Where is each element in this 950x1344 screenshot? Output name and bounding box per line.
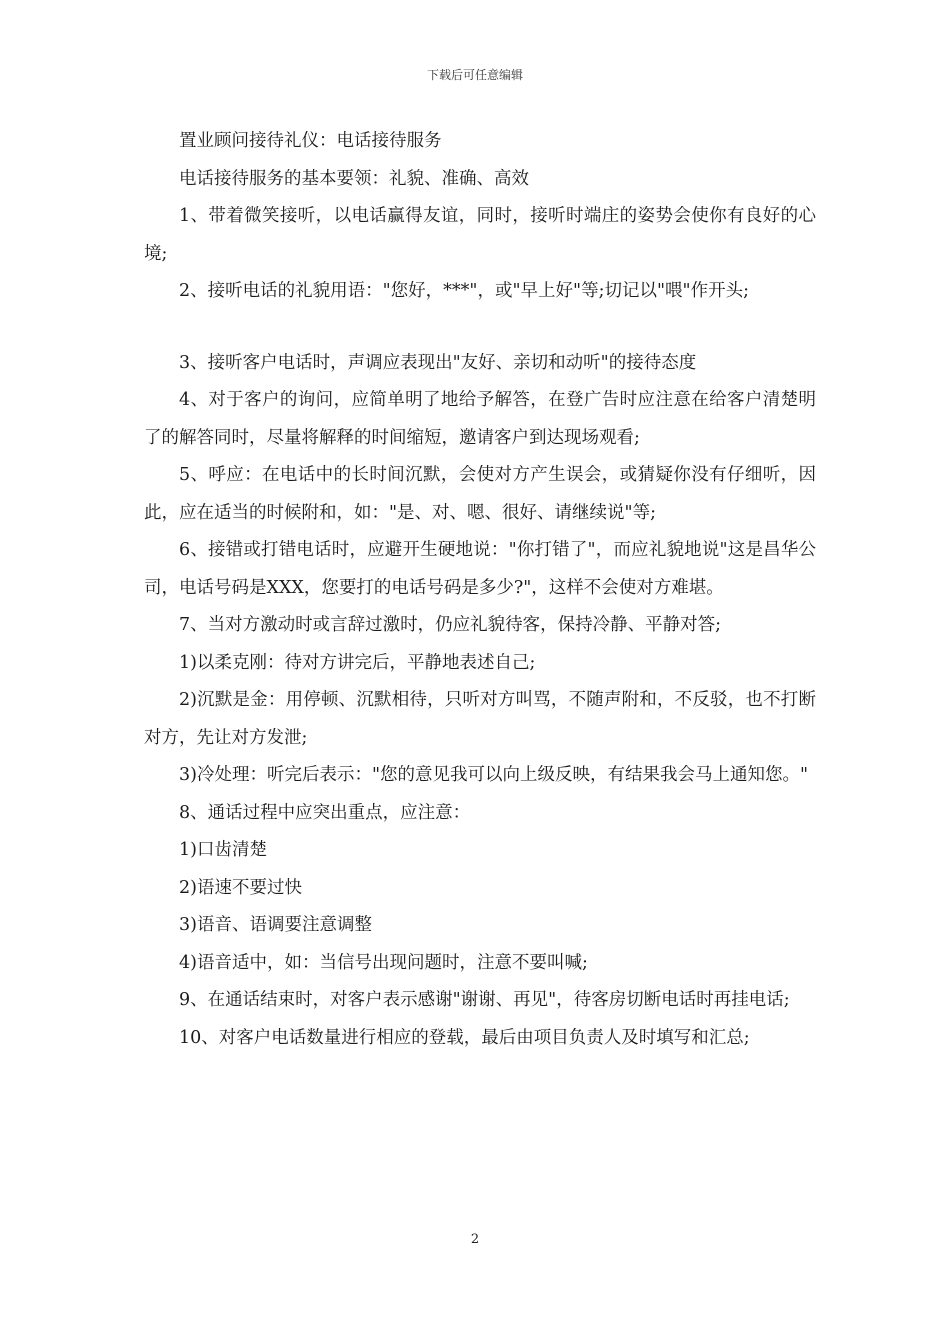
list-item: 3)语音、语调要注意调整 xyxy=(179,915,372,935)
paragraph: 7、当对方激动时或言辞过激时，仍应礼貌待客，保持冷静、平静对答; xyxy=(179,615,722,635)
paragraph: 10、对客户电话数量进行相应的登载，最后由项目负责人及时填写和汇总; xyxy=(179,1027,750,1048)
paragraph: 4、对于客户的询问，应简单明了地给予解答，在登广告时应注意在给客户清楚明了的解答同时，尽量将解释的时间缩短，邀请客户到达现场观看; xyxy=(144,390,816,448)
document-title: 置业顾问接待礼仪：电话接待服务 xyxy=(179,131,442,151)
paragraph: 2、接听电话的礼貌用语："您好，***"，或"早上好"等;切记以"喂"作开头; xyxy=(179,281,749,301)
paragraph: 3、接听客户电话时，声调应表现出"友好、亲切和动听"的接待态度 xyxy=(179,352,697,373)
list-item: 1)以柔克刚：待对方讲完后，平静地表述自己; xyxy=(179,652,536,673)
spacer xyxy=(144,311,816,345)
list-item: 2)语速不要过快 xyxy=(179,877,302,898)
page-number: 2 xyxy=(470,1232,480,1247)
list-item: 3)冷处理：听完后表示："您的意见我可以向上级反映，有结果我会马上通知您。" xyxy=(179,765,809,785)
paragraph: 电话接待服务的基本要领：礼貌、准确、高效 xyxy=(179,168,529,189)
list-item: 1)口齿清楚 xyxy=(179,840,267,860)
document-body xyxy=(144,123,816,1057)
paragraph: 1、带着微笑接听，以电话赢得友谊，同时，接听时端庄的姿势会使你有良好的心境; xyxy=(144,206,816,264)
paragraph: 9、在通话结束时，对客户表示感谢"谢谢、再见"，待客房切断电话时再挂电话; xyxy=(179,990,790,1010)
paragraph: 8、通话过程中应突出重点，应注意： xyxy=(179,802,471,823)
paragraph: 6、接错或打错电话时，应避开生硬地说："你打错了"，而应礼貌地说"这是昌华公司，电话号码是XXX，您要打的电话号码是多少?"，这样不会使对方难堪。 xyxy=(144,540,816,598)
list-item: 2)沉默是金：用停顿、沉默相待，只听对方叫骂，不随声附和，不反驳，也不打断对方，先让对方发泄; xyxy=(144,690,816,748)
paragraph: 5、呼应：在电话中的长时间沉默，会使对方产生误会，或猜疑你没有仔细听，因此，应在适当的时候附和，如："是、对、嗯、很好、请继续说"等; xyxy=(144,465,816,523)
list-item: 4)语音适中，如：当信号出现问题时，注意不要叫喊; xyxy=(179,952,588,973)
page-header: 下载后可任意编辑 xyxy=(426,68,523,82)
